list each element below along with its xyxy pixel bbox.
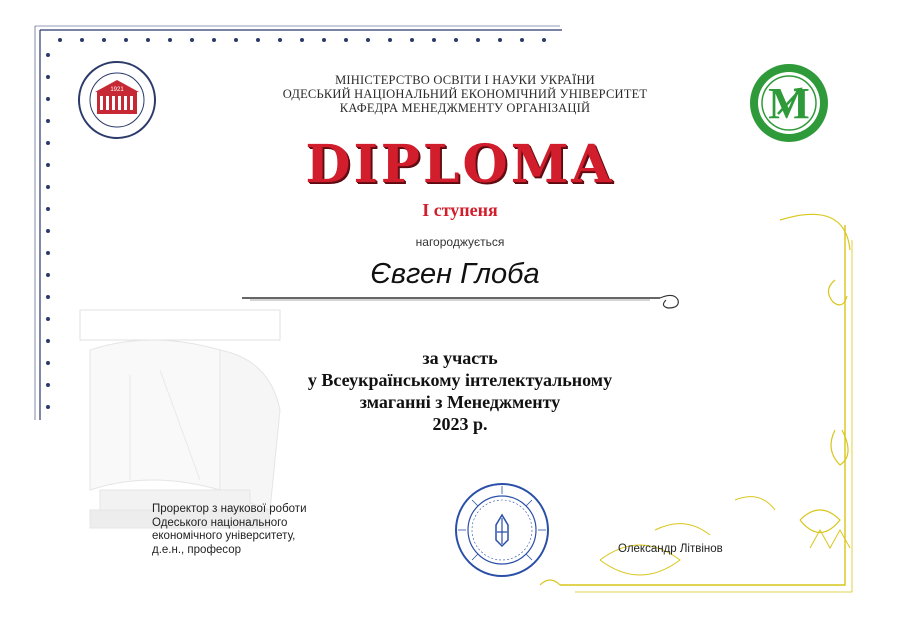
position-line-2: Одеського національного (152, 516, 288, 529)
position-line-1: Проректор з наукової роботи (152, 503, 307, 515)
seal-year: 1921 (110, 87, 124, 93)
header-block (250, 73, 680, 115)
department-name: КАФЕДРА МЕНЕДЖМЕНТУ ОРГАНІЗАЦІЙ (339, 101, 591, 115)
signer-name: Олександр Літвінов (618, 543, 723, 555)
reason-line-3: змаганні з Менеджменту (359, 392, 561, 412)
diploma-title: DIPLOMA (305, 134, 615, 195)
diploma-degree: І ступеня (422, 200, 498, 220)
reason-line-1: за участь (422, 348, 498, 368)
official-stamp (452, 480, 552, 580)
position-line-4: д.е.н., професор (152, 543, 241, 556)
university-seal-logo (77, 60, 157, 140)
management-logo (748, 62, 830, 144)
signer-position (152, 503, 372, 557)
recipient-name: Євген Глоба (370, 258, 540, 290)
name-underline-flourish (240, 290, 690, 320)
ministry-name: МІНІСТЕРСТВО ОСВІТИ І НАУКИ УКРАЇНИ (335, 73, 595, 87)
award-reason (230, 347, 690, 435)
reason-line-2: у Всеукраїнському інтелектуальному (307, 370, 613, 390)
logo-letter: M (768, 79, 810, 128)
awarded-text: нагороджується (415, 235, 505, 249)
reason-line-4: 2023 р. (432, 414, 488, 434)
position-line-3: економічного університету, (152, 530, 296, 542)
university-name: ОДЕСЬКИЙ НАЦІОНАЛЬНИЙ ЕКОНОМІЧНИЙ УНІВЕРСИТЕТ (282, 87, 648, 101)
